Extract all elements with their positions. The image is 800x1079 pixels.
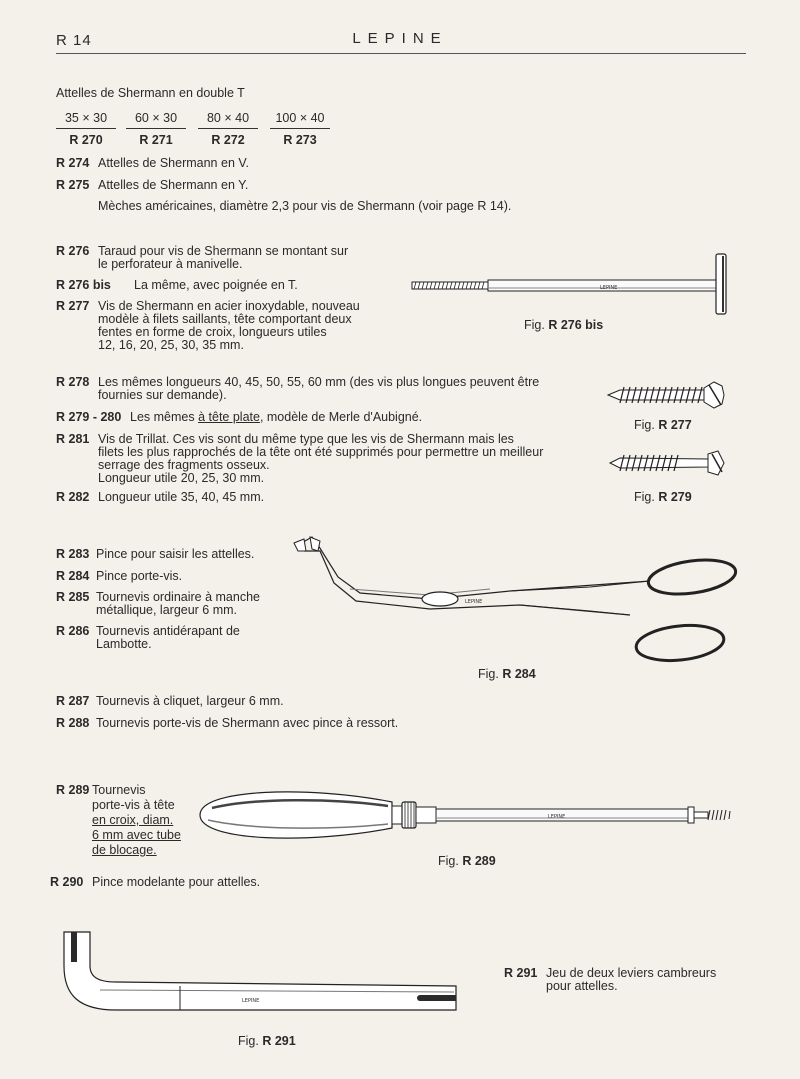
item-text-r284: Pince porte-vis.	[96, 569, 183, 583]
item-text-r286: Tournevis antidérapant de	[96, 624, 240, 638]
item-text-r290: Pince modelante pour attelles.	[92, 875, 261, 889]
item-text-r276: Taraud pour vis de Shermann se montant sur	[98, 244, 349, 258]
figure-caption-r276bis	[524, 318, 603, 332]
brand-title: LEPINE	[352, 30, 448, 47]
item-text-r278: Les mêmes longueurs 40, 45, 50, 55, 60 mm (des vis plus longues peuvent être	[98, 375, 540, 389]
item-text-r277: Vis de Shermann en acier inoxydable, nouveau	[98, 299, 360, 313]
bending-lever-illustration	[60, 926, 470, 1022]
item-code-r282: R 282	[56, 490, 90, 504]
item-text-r276bis: La même, avec poignée en T.	[134, 278, 298, 292]
size-dim: 100 × 40	[270, 111, 330, 129]
item-text-r281-3: serrage des fragments osseux.	[98, 458, 270, 472]
item-code-r291: R 291	[504, 966, 538, 980]
item-text-r288: Tournevis porte-vis de Shermann avec pince à ressort.	[96, 716, 399, 730]
screw-holding-forceps-illustration	[290, 533, 742, 665]
item-text-r274: Attelles de Shermann en V.	[98, 156, 250, 170]
item-code-r288: R 288	[56, 716, 90, 730]
item-text-r291-2: pour attelles.	[546, 979, 618, 993]
figure-caption-r284	[478, 667, 536, 681]
item-code-r276bis: R 276 bis	[56, 278, 111, 292]
size-ref: R 273	[283, 133, 317, 147]
item-text-r289-3: en croix, diam.	[92, 813, 174, 827]
size-cell	[126, 111, 186, 147]
size-cell	[198, 111, 258, 147]
size-cell	[270, 111, 330, 147]
item-code-r277: R 277	[56, 299, 90, 313]
fig-label: Fig.	[634, 418, 655, 432]
size-cell	[56, 111, 116, 147]
item-text-r289: Tournevis	[92, 783, 146, 797]
maker-mark: LEPINE	[548, 814, 566, 820]
page-number: R 14	[56, 32, 92, 49]
item-text-r277-4: 12, 16, 20, 25, 30, 35 mm.	[98, 338, 244, 352]
item-text-r289-2: porte-vis à tête	[92, 798, 175, 812]
item-text-r282: Longueur utile 35, 40, 45 mm.	[98, 490, 265, 504]
item-code-r289: R 289	[56, 783, 90, 797]
item-code-r285: R 285	[56, 590, 90, 604]
item-text-r283: Pince pour saisir les attelles.	[96, 547, 255, 561]
size-dim: 60 × 30	[126, 111, 186, 129]
item-text-r281-4: Longueur utile 20, 25, 30 mm.	[98, 471, 265, 485]
item-text-r275: Attelles de Shermann en Y.	[98, 178, 249, 192]
text-underlined: à tête plate	[198, 410, 260, 424]
item-text-r285: Tournevis ordinaire à manche	[96, 590, 260, 604]
item-text-r281-2: filets les plus rapprochés de la tête ont été supprimés pour permettre un meilleur	[98, 445, 544, 459]
item-code-r290: R 290	[50, 875, 84, 889]
item-code-r278: R 278	[56, 375, 90, 389]
fig-label: Fig.	[438, 854, 459, 868]
item-text-r277-3: fentes en forme de croix, longueurs utiles	[98, 325, 327, 339]
item-text-r291: Jeu de deux leviers cambreurs	[546, 966, 717, 980]
item-text-r285-2: métallique, largeur 6 mm.	[96, 603, 238, 617]
figure-caption-r289	[438, 854, 496, 868]
fig-code: R 284	[502, 667, 536, 681]
text-pre: Les mêmes	[130, 410, 199, 424]
item-text-r286-2: Lambotte.	[96, 637, 152, 651]
item-text-r281: Vis de Trillat. Ces vis sont du même type que les vis de Shermann mais les	[98, 432, 514, 446]
maker-mark: LEPINE	[242, 998, 260, 1004]
item-code-r283: R 283	[56, 547, 90, 561]
item-text-r275-2: Mèches américaines, diamètre 2,3 pour vis de Shermann (voir page R 14).	[98, 199, 512, 213]
maker-mark: LEPINE	[465, 599, 483, 605]
intro-title: Attelles de Shermann en double T	[56, 86, 245, 100]
item-text-r277-2: modèle à filets saillants, tête comportant deux	[98, 312, 352, 326]
text-post: , modèle de Merle d'Aubigné.	[259, 410, 423, 424]
tap-t-handle-illustration	[410, 252, 740, 318]
screwdriver-illustration	[192, 780, 738, 850]
size-dim: 80 × 40	[198, 111, 258, 129]
item-text-r276-2: le perforateur à manivelle.	[98, 257, 243, 271]
item-code-r281: R 281	[56, 432, 90, 446]
item-text-r279-280	[130, 410, 422, 424]
shermann-screw-illustration	[606, 380, 728, 410]
fig-code: R 289	[462, 854, 496, 868]
item-code-r276: R 276	[56, 244, 90, 258]
size-ref: R 272	[211, 133, 245, 147]
figure-caption-r277	[634, 418, 692, 432]
flat-head-screw-illustration	[608, 448, 730, 478]
item-text-r289-5: de blocage.	[92, 843, 157, 857]
fig-code: R 291	[262, 1034, 296, 1048]
fig-label: Fig.	[238, 1034, 259, 1048]
item-code-r275: R 275	[56, 178, 90, 192]
figure-caption-r279	[634, 490, 692, 504]
item-code-r284: R 284	[56, 569, 90, 583]
fig-code: R 277	[658, 418, 692, 432]
size-ref: R 270	[69, 133, 103, 147]
fig-code: R 279	[658, 490, 692, 504]
item-text-r278-2: fournies sur demande).	[98, 388, 227, 402]
item-code-r286: R 286	[56, 624, 90, 638]
fig-label: Fig.	[478, 667, 499, 681]
item-text-r289-4: 6 mm avec tube	[92, 828, 181, 842]
fig-label: Fig.	[634, 490, 655, 504]
maker-mark: LEPINE	[600, 285, 618, 291]
size-dim: 35 × 30	[56, 111, 116, 129]
header-rule	[56, 53, 746, 54]
item-code-r274: R 274	[56, 156, 90, 170]
item-code-r287: R 287	[56, 694, 90, 708]
size-ref: R 271	[139, 133, 173, 147]
item-code-r279-280: R 279 - 280	[56, 410, 122, 424]
fig-label: Fig.	[524, 318, 545, 332]
figure-caption-r291	[238, 1034, 296, 1048]
fig-code: R 276 bis	[548, 318, 604, 332]
item-text-r287: Tournevis à cliquet, largeur 6 mm.	[96, 694, 284, 708]
